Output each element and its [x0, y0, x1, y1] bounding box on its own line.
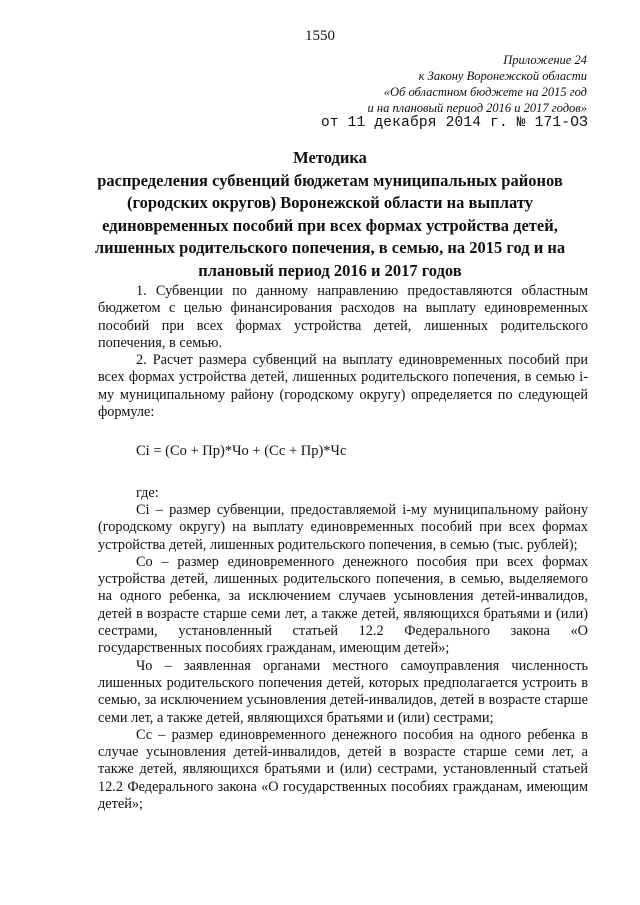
appendix-line: к Закону Воронежской области	[418, 69, 587, 83]
title-line: лишенных родительского попечения, в семью, на 2015 год и на	[94, 238, 566, 257]
title-line: (городских округов) Воронежской области на выплату	[127, 193, 533, 212]
document-body	[98, 283, 588, 813]
title-line: Методика	[293, 148, 367, 167]
page-number: 1550	[305, 28, 335, 44]
paragraph-1: 1. Субвенции по данному направлению предоставляются областным бюджетом с целью финансирования расходов на выплату единовременных пособий при всех формах устройства детей, лишенных родительского попечения, в семью.	[98, 283, 588, 351]
law-date-stamp: от 11 декабря 2014 г. № 171-ОЗ	[320, 115, 588, 131]
title-line: распределения субвенций бюджетам муниципальных районов	[97, 170, 563, 190]
formula: Сi = (Со + Пр)*Чо + (Сс + Пр)*Чс	[136, 443, 347, 460]
paragraph-2: 2. Расчет размера субвенций на выплату единовременных пособий при всех формах устройства детей, лишенных родительского попечения, в семью i-му муниципальному району (городскому округу) определяется по следующей формуле:	[98, 352, 588, 421]
title-line: единовременных пособий при всех формах устройства детей,	[102, 215, 558, 235]
title-line: плановый период 2016 и 2017 годов	[198, 260, 462, 280]
document-title	[80, 147, 580, 282]
definition-cho: Чо – заявленная органами местного самоуправления численность лишенных родительского попечения детей, которых предполагается устроить в семью, за исключением усыновления детей-инвалидов, детей в возрасте старше семи лет, а также детей, являющихся братьями и (или) сестрами;	[98, 657, 588, 726]
appendix-line: Приложение 24	[503, 53, 587, 67]
appendix-header	[368, 52, 587, 116]
appendix-line: «Об областном бюджете на 2015 год	[383, 85, 587, 99]
definition-ci: Сi – размер субвенции, предоставляемой i-му муниципальному району (городскому округу) на выплату единовременных пособий при всех формах устройства детей, лишенных родительского попечения, в семью (тыс. рублей);	[98, 501, 588, 553]
definition-cc: Сс – размер единовременного денежного пособия на одного ребенка в случае усыновления детей-инвалидов, детей в возрасте старше семи лет, а также детей, являющихся братьями и (или) сестрами, установленный статьей 12.2 Федерального закона «О государственных пособиях гражданам, имеющим детей»;	[98, 726, 588, 813]
appendix-line: и на плановый период 2016 и 2017 годов»	[367, 101, 587, 115]
definition-co: Со – размер единовременного денежного пособия при всех формах устройства детей, лишенных родительского попечения, в семью, выделяемого на одного ребенка, за исключением случаев усыновления детей-инвалидов, детей в возрасте старше семи лет, а также детей, являющихся братьями и (или) сестрами, установленный статьей 12.2 Федерального закона «О государственных пособиях гражданам, имеющим детей»;	[98, 553, 588, 657]
where-label: где:	[136, 484, 159, 501]
